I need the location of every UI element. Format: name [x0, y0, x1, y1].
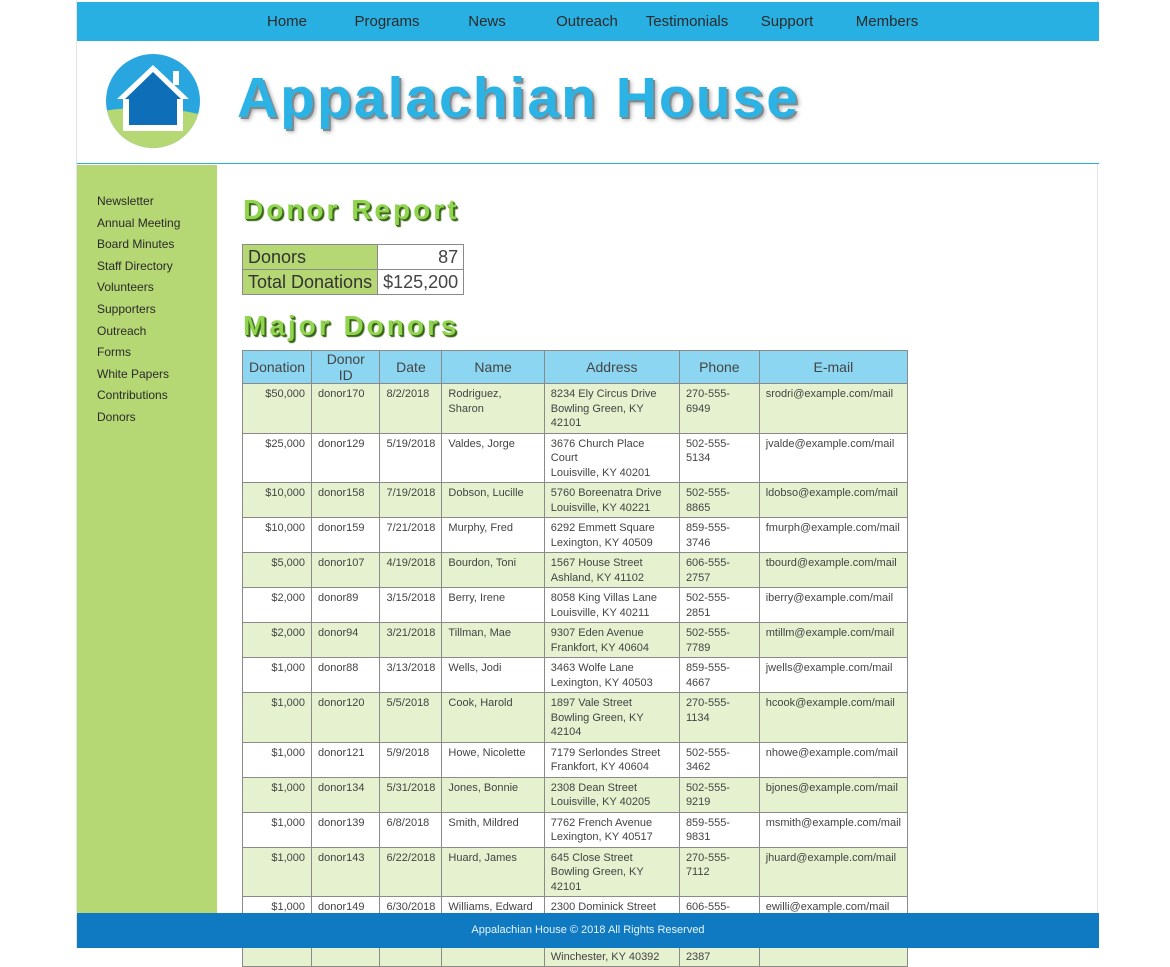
column-header-address: Address [544, 351, 679, 384]
name-cell: Valdes, Jorge [442, 433, 544, 483]
phone-cell: 502-555-5134 [679, 433, 759, 483]
name-cell: Berry, Irene [442, 588, 544, 623]
donor-id-cell: donor139 [312, 812, 380, 847]
donor-report-title: Donor Report [243, 194, 460, 225]
address-line-2: Bowling Green, KY 42101 [550, 402, 644, 429]
sidebar-item-outreach[interactable]: Outreach [97, 323, 147, 338]
sidebar [77, 165, 217, 913]
date-cell: 6/30/2018 [380, 897, 442, 932]
donor-id-cell: donor107 [312, 553, 380, 588]
email-cell[interactable]: srodri@example.com/mail [759, 384, 907, 434]
donor-id-cell: donor129 [312, 433, 380, 483]
page [76, 0, 1098, 963]
donor-id-cell: donor170 [312, 384, 380, 434]
date-cell: 6/22/2018 [380, 847, 442, 897]
address-cell [544, 812, 679, 847]
brand-title: Appalachian House [237, 66, 800, 130]
table-row [243, 623, 908, 658]
address-line-2: Louisville, KY 40201 [550, 466, 651, 479]
phone-cell: 502-555-9219 [679, 777, 759, 812]
sidebar-item-supporters[interactable]: Supporters [97, 301, 156, 316]
nav-item-support[interactable]: Support [760, 13, 814, 30]
donation-cell: $2,000 [243, 623, 312, 658]
donation-cell: $10,000 [243, 483, 312, 518]
major-donors-table [242, 350, 908, 967]
address-cell [544, 658, 679, 693]
address-line-1: 3676 Church Place Court [550, 437, 645, 464]
donor-id-cell: donor159 [312, 518, 380, 553]
address-line-1: 7179 Serlondes Street [550, 746, 661, 759]
table-row [243, 588, 908, 623]
date-cell: 8/2/2018 [380, 384, 442, 434]
address-line-1: 3463 Wolfe Lane [550, 662, 634, 674]
table-row [243, 483, 908, 518]
email-cell[interactable]: ewilli@example.com/mail [759, 897, 907, 932]
sidebar-item-forms[interactable]: Forms [97, 345, 131, 360]
total-donations-label: Total Donations [243, 270, 378, 295]
name-cell: Jones, Bonnie [442, 777, 544, 812]
donor-id-cell: donor158 [312, 483, 380, 518]
address-line-2: Lexington, KY 40509 [550, 536, 653, 549]
summary-row-donors [243, 245, 464, 270]
donation-cell: $1,000 [243, 812, 312, 847]
site-header [77, 41, 1099, 164]
sidebar-menu [97, 191, 180, 429]
address-line-2: Louisville, KY 40221 [550, 501, 651, 514]
table-row [243, 777, 908, 812]
house-logo-icon[interactable] [103, 53, 203, 149]
email-cell[interactable]: hcook@example.com/mail [759, 693, 907, 743]
address-cell [544, 588, 679, 623]
date-cell: 7/19/2018 [380, 483, 442, 518]
address-cell [544, 433, 679, 483]
address-line-2: Louisville, KY 40205 [550, 796, 651, 808]
name-cell: Cook, Harold [442, 693, 544, 743]
nav-item-home[interactable]: Home [266, 13, 307, 30]
address-line-2: Louisville, KY 40211 [550, 606, 650, 619]
address-line-1: 6292 Emmett Square [550, 522, 655, 534]
address-line-1: 5760 Boreenatra Drive [550, 487, 662, 499]
address-line-2: Ashland, KY 41102 [550, 571, 644, 584]
phone-cell: 606-555- [679, 897, 759, 932]
address-cell [544, 553, 679, 588]
address-cell [544, 384, 679, 434]
phone-cell: 2387 [679, 932, 759, 967]
address-cell [544, 847, 679, 897]
email-cell[interactable]: jvalde@example.com/mail [759, 433, 907, 483]
address-line-1: 8058 King Villas Lane [550, 592, 657, 604]
top-navigation [77, 2, 1099, 41]
major-donors-title: Major Donors [243, 310, 460, 341]
donor-id-cell: donor88 [312, 658, 380, 693]
date-cell: 5/9/2018 [380, 742, 442, 777]
phone-cell: 859-555-4667 [679, 658, 759, 693]
name-cell: Williams, Edward [442, 897, 544, 932]
phone-cell: 606-555-2757 [679, 553, 759, 588]
address-line-1: 1897 Vale Street [550, 697, 632, 709]
nav-item-news[interactable]: News [468, 13, 506, 30]
address-line-2: Frankfort, KY 40604 [550, 641, 650, 654]
sidebar-item-volunteers[interactable]: Volunteers [97, 280, 154, 295]
address-line-1: 7762 French Avenue [550, 816, 653, 829]
table-row [243, 658, 908, 693]
name-cell: Tillman, Mae [442, 623, 544, 658]
email-cell[interactable]: jhuard@example.com/mail [759, 847, 907, 897]
nav-item-testimonials[interactable]: Testimonials [645, 13, 729, 30]
sidebar-item-donors[interactable]: Donors [97, 409, 136, 424]
column-header-name: Name [442, 351, 544, 384]
date-cell: 3/15/2018 [380, 588, 442, 623]
table-row [243, 433, 908, 483]
column-header-date: Date [380, 351, 442, 384]
table-row [243, 812, 908, 847]
nav-item-programs[interactable]: Programs [354, 13, 420, 30]
sidebar-item-newsletter[interactable]: Newsletter [97, 194, 154, 208]
table-header-row [243, 351, 908, 384]
email-cell[interactable]: nhowe@example.com/mail [759, 742, 907, 777]
phone-cell: 502-555-8865 [679, 483, 759, 518]
donor-id-cell: donor94 [312, 623, 380, 658]
address-line-1: 9307 Eden Avenue [550, 627, 644, 639]
donation-cell: $25,000 [243, 433, 312, 483]
donation-cell: $5,000 [243, 553, 312, 588]
table-row [243, 693, 908, 743]
address-cell [544, 483, 679, 518]
date-cell: 7/21/2018 [380, 518, 442, 553]
date-cell: 5/31/2018 [380, 777, 442, 812]
column-header-phone: Phone [679, 351, 759, 384]
footer: Appalachian House © 2018 All Rights Reserved [77, 913, 1099, 948]
email-cell[interactable]: msmith@example.com/mail [759, 812, 907, 847]
address-line-1: 1567 House Street [550, 557, 643, 569]
donor-id-cell: donor89 [312, 588, 380, 623]
nav-item-outreach[interactable]: Outreach [556, 13, 618, 30]
phone-cell: 502-555-7789 [679, 623, 759, 658]
address-line-2: Bowling Green, KY 42104 [550, 711, 644, 738]
table-row [243, 742, 908, 777]
name-cell: Rodriguez, Sharon [442, 384, 544, 434]
email-cell[interactable]: jwells@example.com/mail [759, 658, 907, 693]
nav-item-members[interactable]: Members [855, 13, 919, 30]
address-cell [544, 518, 679, 553]
sidebar-item-board-minutes[interactable]: Board Minutes [97, 237, 175, 252]
address-line-1: 645 Close Street [550, 851, 633, 864]
donor-id-cell: donor134 [312, 777, 380, 812]
donors-count: 87 [378, 245, 464, 270]
donation-cell: $1,000 [243, 847, 312, 897]
address-line-2: Winchester, KY 40392 [550, 950, 660, 963]
summary-row-total [243, 270, 464, 295]
donation-cell: $1,000 [243, 777, 312, 812]
address-cell [544, 777, 679, 812]
summary-table [242, 244, 464, 295]
date-cell: 5/19/2018 [380, 433, 442, 483]
phone-cell: 270-555-7112 [679, 847, 759, 897]
donation-cell: $1,000 [243, 693, 312, 743]
address-cell [544, 693, 679, 743]
name-cell: Wells, Jodi [442, 658, 544, 693]
donor-id-cell: donor149 [312, 897, 380, 932]
name-cell: Bourdon, Toni [442, 553, 544, 588]
donor-id-cell: donor143 [312, 847, 380, 897]
donation-cell: $1,000 [243, 897, 312, 932]
address-line-1: 2300 Dominick Street [550, 901, 656, 913]
name-cell: Murphy, Fred [442, 518, 544, 553]
date-cell: 3/21/2018 [380, 623, 442, 658]
table-row [243, 553, 908, 588]
address-line-2: Lexington, KY 40517 [550, 831, 653, 843]
address-cell [544, 623, 679, 658]
address-line-1: 2308 Dean Street [550, 781, 638, 794]
column-header-e-mail: E-mail [759, 351, 907, 384]
phone-cell: 502-555-3462 [679, 742, 759, 777]
name-cell: Huard, James [442, 847, 544, 897]
phone-cell: 270-555-1134 [679, 693, 759, 743]
donation-cell: $10,000 [243, 518, 312, 553]
address-cell [544, 742, 679, 777]
sidebar-item-white-papers[interactable]: White Papers [97, 366, 170, 381]
table-row [243, 384, 908, 434]
donor-id-cell: donor121 [312, 742, 380, 777]
email-cell[interactable]: fmurph@example.com/mail [759, 518, 907, 553]
column-header-donor-id: Donor ID [312, 351, 380, 384]
email-cell[interactable]: tbourd@example.com/mail [759, 553, 907, 588]
phone-cell: 859-555-3746 [679, 518, 759, 553]
total-donations-value: $125,200 [378, 270, 464, 295]
sidebar-item-annual-meeting[interactable]: Annual Meeting [97, 215, 181, 230]
email-cell[interactable]: mtillm@example.com/mail [759, 623, 907, 658]
table-row [243, 847, 908, 897]
column-header-donation: Donation [243, 351, 312, 384]
email-cell[interactable]: bjones@example.com/mail [759, 777, 907, 812]
phone-cell: 859-555-9831 [679, 812, 759, 847]
name-cell: Smith, Mildred [442, 812, 544, 847]
donation-cell: $1,000 [243, 658, 312, 693]
donation-cell: $2,000 [243, 588, 312, 623]
email-cell[interactable]: ldobso@example.com/mail [759, 483, 907, 518]
email-cell[interactable]: iberry@example.com/mail [759, 588, 907, 623]
phone-cell: 270-555-6949 [679, 384, 759, 434]
donors-label: Donors [243, 245, 378, 270]
date-cell: 3/13/2018 [380, 658, 442, 693]
name-cell: Dobson, Lucille [442, 483, 544, 518]
donation-cell: $50,000 [243, 384, 312, 434]
date-cell: 4/19/2018 [380, 553, 442, 588]
donation-cell: $1,000 [243, 742, 312, 777]
donor-id-cell: donor120 [312, 693, 380, 743]
address-line-2: Lexington, KY 40503 [550, 676, 653, 689]
address-line-2: Bowling Green, KY 42101 [550, 866, 644, 893]
date-cell: 5/5/2018 [380, 693, 442, 743]
address-line-1: 8234 Ely Circus Drive [550, 388, 657, 400]
phone-cell: 502-555-2851 [679, 588, 759, 623]
date-cell: 6/8/2018 [380, 812, 442, 847]
sidebar-item-staff-directory[interactable]: Staff Directory [97, 258, 173, 273]
table-row [243, 518, 908, 553]
address-line-2: Frankfort, KY 40604 [550, 761, 650, 773]
name-cell: Howe, Nicolette [442, 742, 544, 777]
sidebar-item-contributions[interactable]: Contributions [97, 388, 168, 403]
